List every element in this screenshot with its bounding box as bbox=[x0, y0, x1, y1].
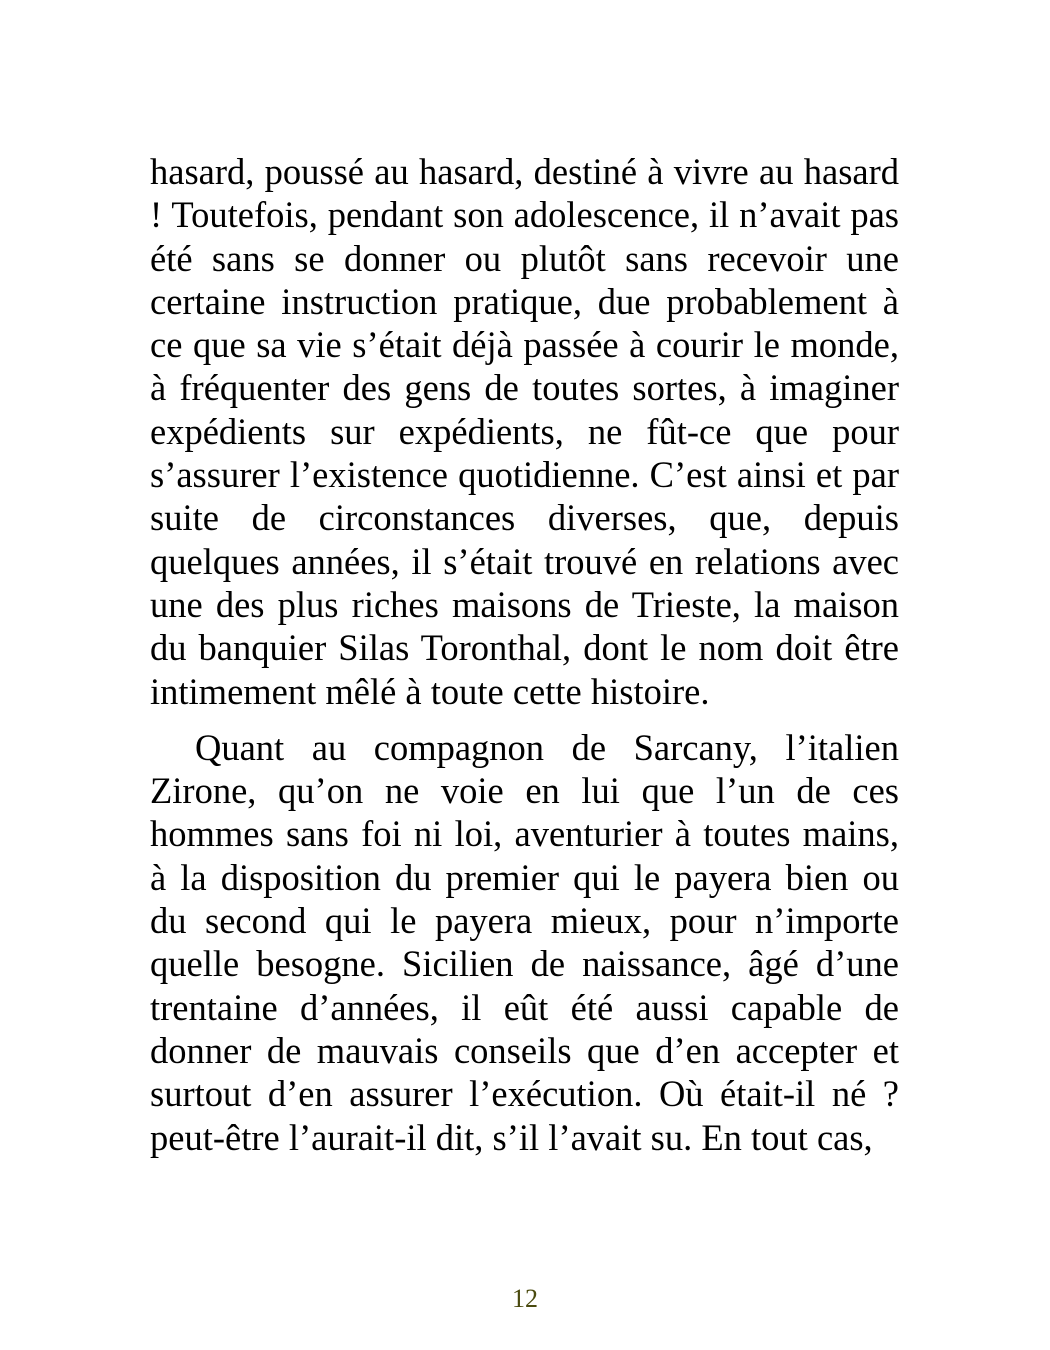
paragraph-zirone: Quant au compagnon de Sarcany, l’italien Zirone, qu’on ne voie en lui que l’un de ces hommes sans foi ni loi, aventurier à toutes mains, à la disposition du premier qui le payera bien ou du second qui le payera mieux, pour n’importe quelle besogne. Sicilien de naissance, âgé d’une trentaine d’années, il eût été aussi capable de donner de mauvais conseils que d’en accepter et surtout d’en assurer l’exécution. Où était-il né ? peut-être l’aurait-il dit, s’il l’avait su. En tout cas, bbox=[150, 726, 899, 1158]
page-number: 12 bbox=[512, 1284, 538, 1313]
body-text bbox=[150, 150, 899, 1159]
paragraph-continuation: hasard, poussé au hasard, destiné à vivre au hasard ! Toutefois, pendant son adolescence, il n’avait pas été sans se donner ou plutôt sans recevoir une certaine instruction pratique, due probablement à ce que sa vie s’était déjà passée à courir le monde, à fréquenter des gens de toutes sortes, à imaginer expédients sur expédients, ne fût-ce que pour s’assurer l’existence quotidienne. C’est ainsi et par suite de circonstances diverses, que, depuis quelques années, il s’était trouvé en relations avec une des plus riches maisons de Trieste, la maison du banquier Silas Toronthal, dont le nom doit être intimement mêlé à toute cette histoire. bbox=[150, 151, 899, 712]
